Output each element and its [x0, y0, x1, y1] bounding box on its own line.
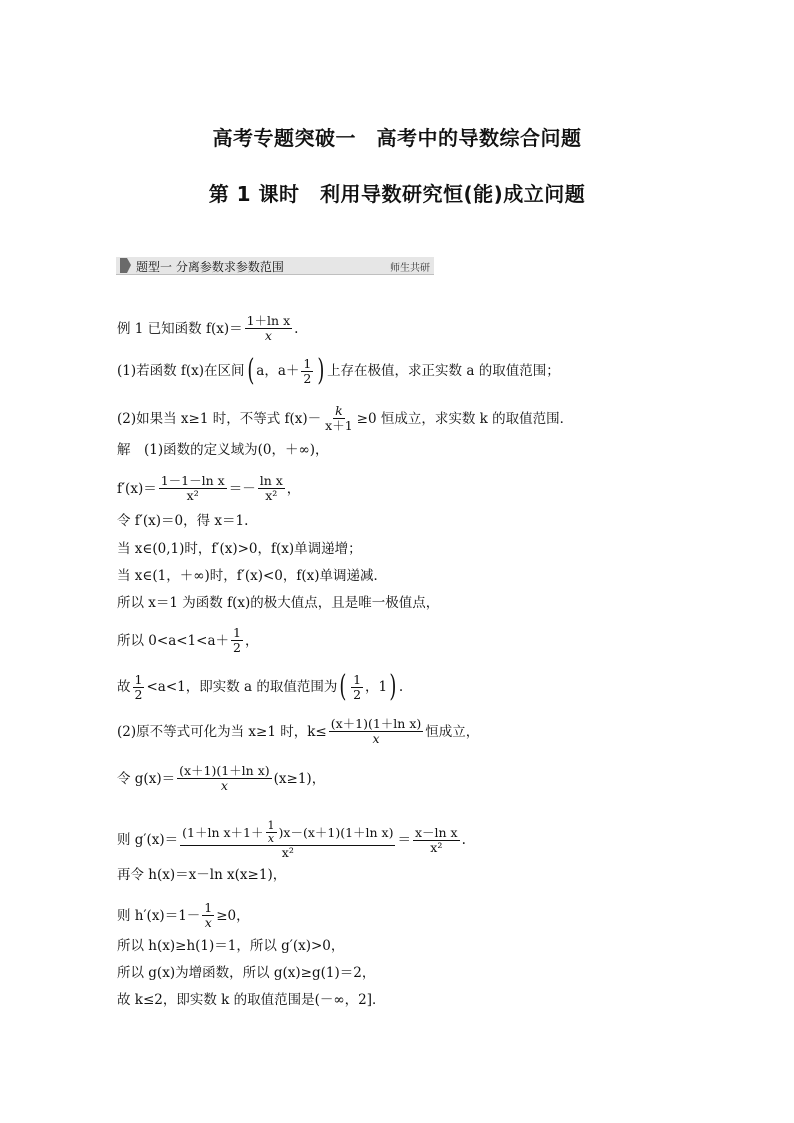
solution-line: 解 (1)函数的定义域为(0，＋∞)， — [117, 442, 329, 458]
numerator: 1－1－ln x — [160, 473, 225, 488]
fraction — [413, 826, 460, 855]
denominator: 2 — [353, 686, 362, 702]
solution-line: 当 x∈(0,1)时，f′(x)>0，f(x)单调递增； — [117, 541, 362, 557]
denominator: x＋1 — [325, 418, 353, 433]
paren: ) — [389, 669, 397, 704]
fraction — [245, 314, 293, 343]
denominator: x — [204, 915, 212, 930]
text: 上存在极值，求正实数 a 的取值范围； — [327, 363, 560, 379]
text: 则 g′(x)＝ — [117, 832, 179, 848]
numerator: k — [335, 403, 343, 418]
paren: ( — [246, 353, 254, 388]
text: . — [294, 320, 299, 337]
numerator: 1＋ln x — [246, 313, 291, 328]
text: ＝ — [397, 832, 411, 848]
text: ＝－ — [228, 480, 256, 497]
denominator: x — [264, 328, 272, 343]
denominator: x — [220, 778, 228, 793]
denominator: x — [267, 832, 275, 845]
text: 恒成立， — [425, 723, 480, 740]
numerator: 1 — [204, 900, 213, 915]
fraction — [351, 673, 363, 702]
numerator: x－ln x — [414, 824, 458, 840]
banner-label: 题型一 分离参数求参数范围 — [136, 260, 284, 274]
fraction — [180, 820, 395, 860]
solution-line — [117, 669, 404, 704]
text: ， — [244, 632, 259, 649]
fraction — [258, 474, 285, 503]
denominator: x² — [265, 488, 278, 503]
text: 所以 0<a<1<a＋ — [117, 632, 230, 649]
text: 令 g(x)＝ — [117, 770, 176, 787]
question-2 — [117, 404, 573, 433]
fraction — [202, 901, 214, 930]
numerator: 1 — [233, 625, 241, 640]
solution-line — [117, 626, 258, 655]
banner-tag: 师生共研 — [390, 263, 430, 274]
text: <a<1，即实数 a 的取值范围为 — [146, 679, 338, 695]
section-banner — [116, 257, 434, 275]
text: 则 h′(x)＝1－ — [117, 907, 201, 924]
denominator: x² — [430, 839, 443, 855]
solution-line — [117, 820, 466, 860]
text: (2)原不等式可化为当 x≥1 时，k≤ — [117, 723, 327, 740]
denominator: x — [372, 731, 380, 746]
fraction — [329, 717, 424, 746]
solution-line: 再令 h(x)＝x－ln x(x≥1)， — [117, 867, 287, 883]
fraction — [177, 764, 272, 793]
text: a，a＋ — [256, 363, 300, 379]
denominator: x² — [281, 845, 294, 860]
numerator: 1 — [134, 671, 143, 687]
text: . — [461, 832, 466, 848]
numerator: 1 — [303, 355, 312, 371]
solution-line — [117, 717, 479, 746]
fraction — [301, 357, 313, 386]
text: ， — [286, 480, 301, 497]
text: f′(x)＝ — [117, 480, 157, 497]
solution-line — [117, 474, 300, 503]
numerator — [180, 820, 395, 846]
text: ≥0 恒成立，求实数 k 的取值范围． — [356, 410, 574, 427]
text: 例 1 已知函数 f(x)＝ — [117, 320, 243, 337]
solution-line: 所以 x＝1 为函数 f(x)的极大值点，且是唯一极值点， — [117, 595, 440, 611]
numerator: ln x — [259, 473, 283, 488]
solution-line — [117, 764, 325, 793]
denominator: x² — [186, 488, 199, 503]
text: )x－(x＋1)(1＋ln x) — [278, 824, 394, 840]
text: (2)如果当 x≥1 时，不等式 f(x)－ — [117, 410, 322, 427]
fraction — [133, 673, 145, 702]
fraction — [159, 474, 227, 503]
banner-marker-icon — [120, 258, 127, 273]
solution-line: 所以 h(x)≥h(1)＝1，所以 g′(x)>0， — [117, 938, 345, 954]
solution-line: 令 f′(x)＝0，得 x＝1. — [117, 513, 249, 529]
paren: ( — [339, 669, 347, 704]
denominator: 2 — [303, 370, 312, 386]
text: ，1 — [365, 679, 388, 695]
question-1 — [117, 353, 560, 388]
text: (1＋ln x＋1＋ — [182, 824, 264, 840]
numerator: 1 — [267, 819, 275, 832]
document-title: 高考专题突破一 高考中的导数综合问题 — [212, 126, 582, 150]
text: . — [398, 679, 404, 695]
example-statement — [117, 314, 298, 343]
text: 故 — [117, 679, 131, 695]
solution-line — [117, 901, 250, 930]
text: (x≥1)， — [273, 770, 326, 787]
paren: ) — [317, 353, 325, 388]
numerator: (x＋1)(1＋ln x) — [179, 763, 270, 778]
numerator: (x＋1)(1＋ln x) — [330, 716, 422, 731]
denominator: 2 — [233, 640, 241, 655]
lesson-title: 第 1 课时 利用导数研究恒(能)成立问题 — [208, 182, 586, 206]
solution-line: 所以 g(x)为增函数，所以 g(x)≥g(1)＝2， — [117, 965, 376, 981]
text: (1)若函数 f(x)在区间 — [117, 363, 245, 379]
fraction — [231, 626, 243, 655]
solution-line: 故 k≤2，即实数 k 的取值范围是(－∞，2]． — [117, 992, 386, 1008]
fraction — [323, 404, 355, 433]
solution-line: 当 x∈(1，＋∞)时，f′(x)<0，f(x)单调递减． — [117, 568, 388, 584]
fraction — [266, 820, 277, 845]
denominator: 2 — [134, 686, 143, 702]
text: ≥0， — [216, 907, 250, 924]
numerator: 1 — [353, 671, 362, 687]
